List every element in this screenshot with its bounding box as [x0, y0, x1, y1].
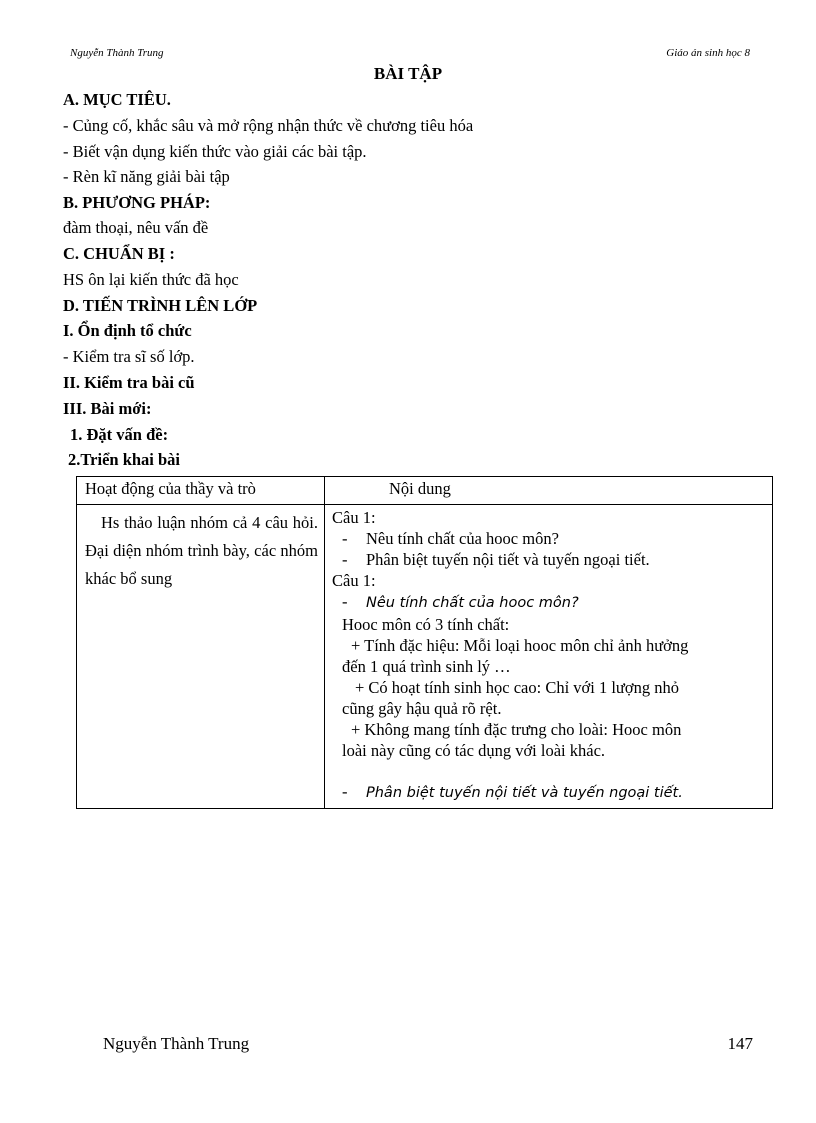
section-b-text: đàm thoại, nêu vấn đề [63, 218, 209, 237]
section-d1-text: - Kiểm tra sĩ số lớp. [63, 347, 195, 366]
answer-label: Câu 1: [332, 571, 376, 590]
answer-point: + Không mang tính đặc trưng cho loài: Hooc môn [351, 720, 682, 739]
table-header-row [77, 477, 773, 505]
section-d3-heading: III. Bài mới: [63, 399, 152, 418]
page-title: BÀI TẬP [373, 64, 443, 83]
answer-point-cont: loài này cũng có tác dụng với loài khác. [342, 741, 606, 760]
answer-title: - Phân biệt tuyến nội tiết và tuyến ngoại tiết. [342, 782, 683, 801]
section-a-item: - Biết vận dụng kiến thức vào giải các bài tập. [63, 142, 367, 161]
answer-point: + Tính đặc hiệu: Mỗi loại hooc môn chỉ ảnh hưởng [351, 636, 689, 655]
answer-point: + Có hoạt tính sinh học cao: Chỉ với 1 lượng nhỏ [355, 678, 679, 697]
section-b-heading: B. PHƯƠNG PHÁP: [63, 193, 211, 212]
activity-text: Hs thảo luận nhóm cả 4 câu hỏi. Đại diện nhóm trình bày, các nhóm khác bổ sung [85, 513, 318, 588]
activity-table [76, 476, 773, 809]
table-header-activity: Hoạt động của thầy và trò [77, 477, 325, 505]
section-c-heading: C. CHUẨN BỊ : [63, 244, 175, 263]
table-header-content: Nội dung [325, 477, 773, 505]
section-c-text: HS ôn lại kiến thức đã học [63, 270, 239, 289]
answer-point-cont: cũng gây hậu quả rõ rệt. [342, 699, 502, 718]
page-number: 147 [727, 1034, 753, 1053]
footer-author: Nguyễn Thành Trung [103, 1034, 250, 1053]
section-a-heading: A. MỤC TIÊU. [63, 90, 171, 109]
section-a-item: - Rèn kĩ năng giải bài tập [63, 167, 230, 186]
answer-intro: Hooc môn có 3 tính chất: [342, 615, 510, 634]
question-label: Câu 1: [332, 508, 376, 527]
header-author: Nguyễn Thành Trung [70, 47, 164, 59]
section-d-heading: D. TIẾN TRÌNH LÊN LỚP [63, 296, 258, 315]
header-course: Giáo án sinh học 8 [666, 47, 750, 59]
section-d1-heading: I. Ổn định tổ chức [63, 321, 192, 340]
content-cell [325, 505, 773, 809]
table-row [77, 505, 773, 809]
answer-title: - Nêu tính chất của hooc môn? [342, 592, 579, 611]
section-d3-step2: 2.Triển khai bài [68, 450, 181, 469]
section-a-item: - Củng cố, khắc sâu và mở rộng nhận thức về chương tiêu hóa [63, 116, 474, 135]
activity-cell [77, 505, 325, 809]
section-d2-heading: II. Kiểm tra bài cũ [63, 373, 195, 392]
question-item: - Nêu tính chất của hooc môn? [342, 529, 559, 548]
section-d3-step1: 1. Đặt vấn đề: [70, 425, 169, 444]
answer-point-cont: đến 1 quá trình sinh lý … [342, 657, 511, 676]
question-item: - Phân biệt tuyến nội tiết và tuyến ngoại tiết. [342, 550, 650, 569]
